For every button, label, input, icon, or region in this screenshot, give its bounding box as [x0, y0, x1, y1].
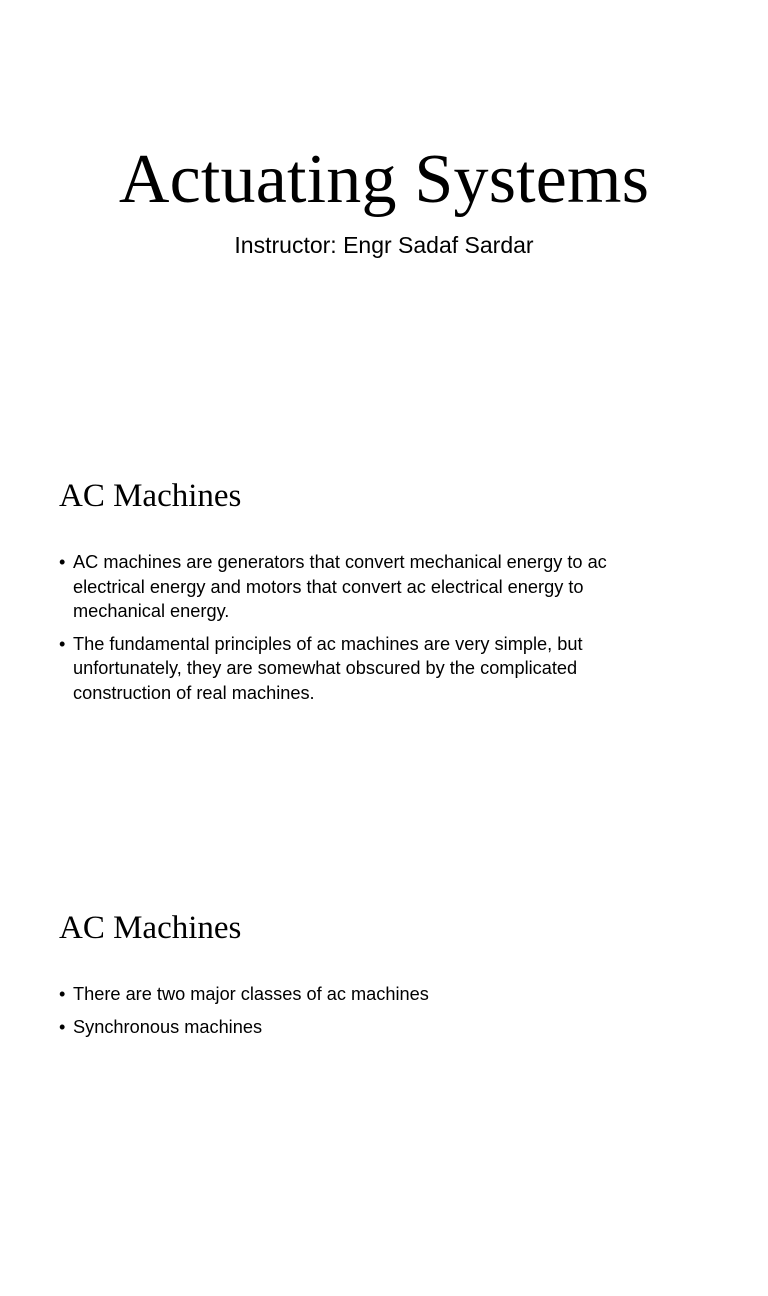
bullet-list	[59, 550, 679, 713]
slide-ac-machines-intro	[0, 432, 768, 864]
bullet-text: There are two major classes of ac machines	[73, 984, 429, 1004]
bullet-list	[59, 982, 679, 1047]
bullet-icon: •	[59, 552, 66, 572]
bullet-item	[59, 632, 679, 706]
bullet-text: Synchronous machines	[73, 1016, 263, 1037]
presentation-title: Actuating Systems	[118, 141, 650, 218]
bullet-item	[59, 1015, 679, 1040]
bullet-item	[59, 550, 679, 624]
title-slide	[0, 0, 768, 432]
slide-title: AC Machines	[59, 910, 242, 946]
instructor-subtitle: Instructor: Engr Sadaf Sardar	[234, 232, 534, 258]
bullet-text: AC machines are generators that convert mechanical energy to ac electrical energy and motors that convert ac electrical energy to mechanical energy.	[73, 552, 607, 621]
bullet-item	[59, 982, 679, 1007]
bullet-icon: •	[59, 984, 66, 1004]
slide-ac-machines-classes	[0, 864, 768, 1296]
bullet-icon: •	[59, 633, 66, 654]
bullet-text: The fundamental principles of ac machines are very simple, but unfortunately, they are somewhat obscured by the complicated construction of real machines.	[73, 633, 583, 703]
slide-title: AC Machines	[59, 478, 242, 514]
bullet-icon: •	[59, 1016, 66, 1037]
